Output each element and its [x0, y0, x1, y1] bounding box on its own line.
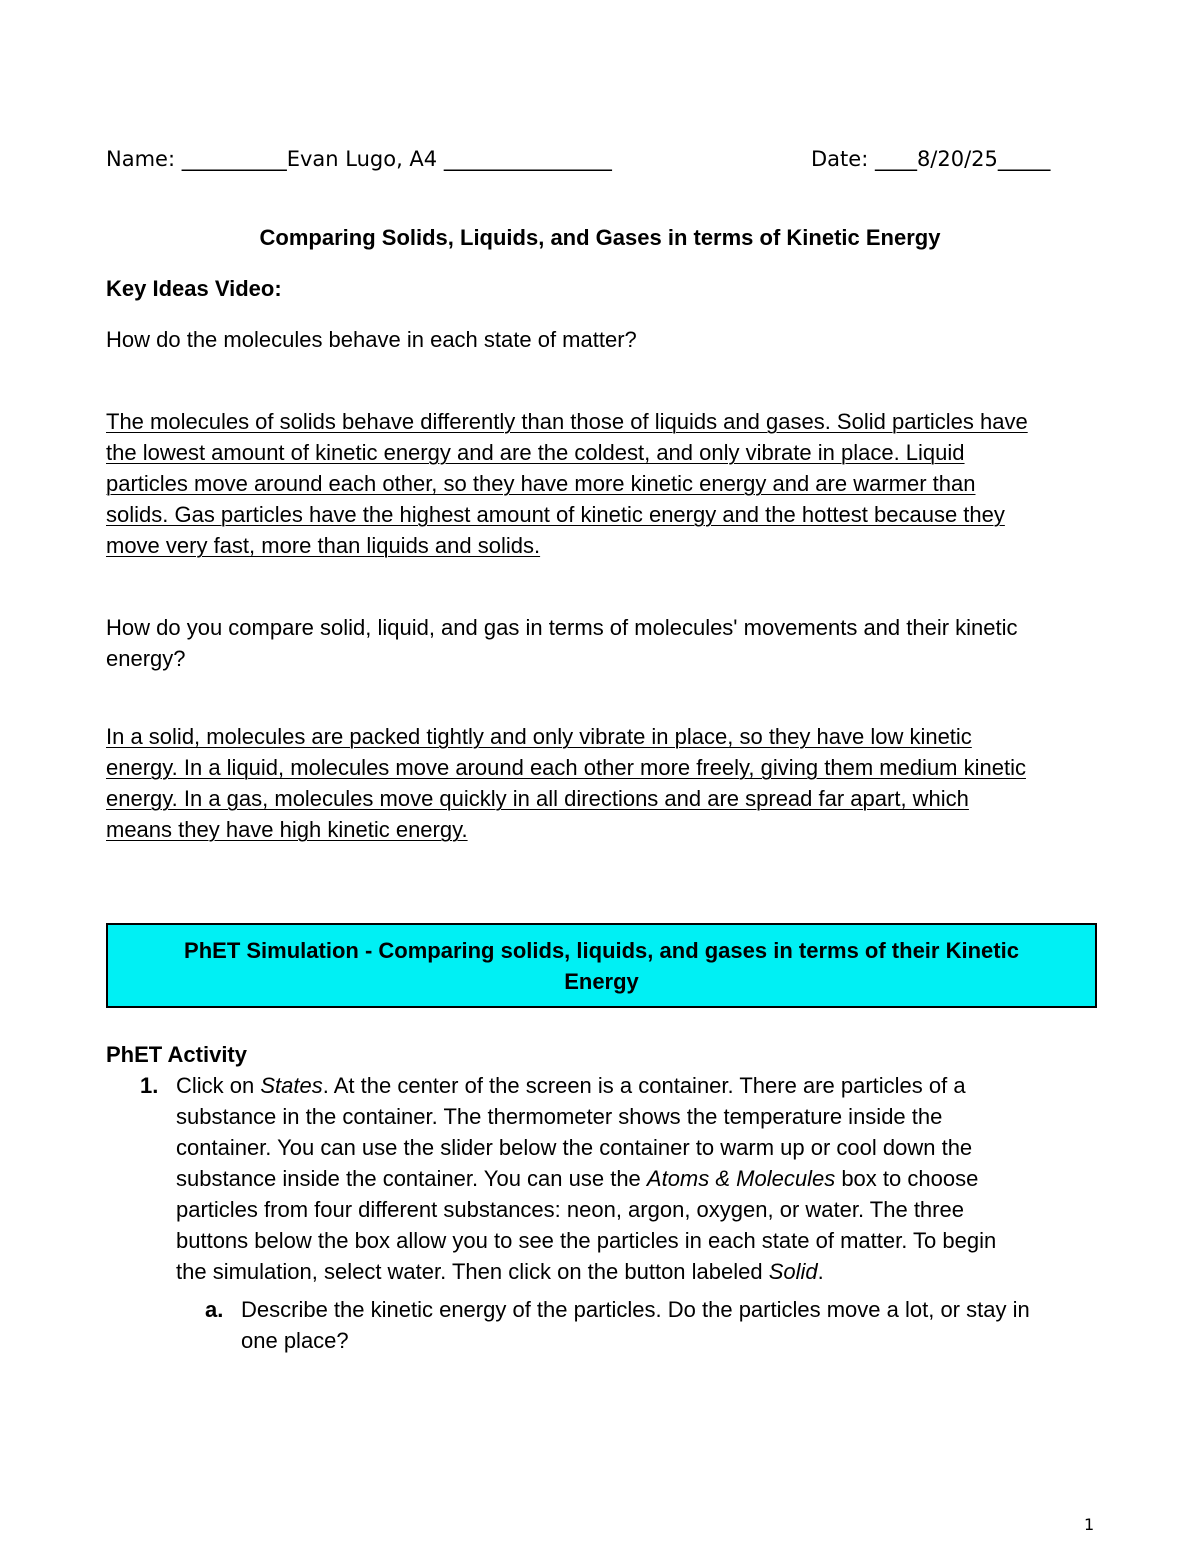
answer-2-line: energy. In a liquid, molecules move around each other more freely, giving them medium kinetic [106, 755, 1026, 780]
name-field: Name: __________Evan Lugo, A4 ________________ [106, 147, 612, 171]
item-1-text [176, 1070, 996, 1287]
question-1: How do the molecules behave in each state of matter? [106, 327, 637, 352]
page-title: Comparing Solids, Liquids, and Gases in terms of Kinetic Energy [259, 225, 941, 250]
answer-1-line: solids. Gas particles have the highest amount of kinetic energy and the hottest because they [106, 502, 1005, 527]
item-1-line: substance inside the container. You can use the Atoms & Molecules box to choose [176, 1166, 979, 1191]
item-1-line: container. You can use the slider below the container to warm up or cool down the [176, 1135, 973, 1160]
answer-1-line: move very fast, more than liquids and solids. [106, 533, 541, 558]
answer-1 [106, 406, 1106, 561]
item-1a-line: one place? [241, 1328, 349, 1353]
banner-line: Energy [564, 968, 639, 994]
item-1-line: particles from four different substances: neon, argon, oxygen, or water. The three [176, 1197, 964, 1222]
item-1-number: 1. [140, 1073, 159, 1098]
item-1a-text [241, 1294, 1030, 1356]
answer-2-line: energy. In a gas, molecules move quickly in all directions and are spread far apart, which [106, 786, 969, 811]
key-ideas-heading: Key Ideas Video: [106, 276, 282, 301]
page-number: 1 [1084, 1515, 1095, 1534]
banner-line: PhET Simulation - Comparing solids, liquids, and gases in terms of their Kinetic [184, 937, 1019, 963]
item-1a-letter: a. [205, 1297, 224, 1322]
answer-1-line: particles move around each other, so they have more kinetic energy and are warmer than [106, 471, 976, 496]
question-2-line: How do you compare solid, liquid, and gas in terms of molecules' movements and their kinetic [106, 615, 1018, 640]
item-1-line: the simulation, select water. Then click on the button labeled Solid. [176, 1259, 824, 1284]
item-1-line: substance in the container. The thermometer shows the temperature inside the [176, 1104, 943, 1129]
answer-2 [106, 721, 1106, 845]
phet-simulation-banner [106, 923, 1097, 1008]
item-1-line: Click on States. At the center of the screen is a container. There are particles of a [176, 1073, 966, 1098]
answer-2-line: means they have high kinetic energy. [106, 817, 468, 842]
item-1a-line: Describe the kinetic energy of the particles. Do the particles move a lot, or stay in [241, 1297, 1030, 1322]
activity-heading: PhET Activity [106, 1042, 247, 1067]
date-field: Date: ____8/20/25_____ [811, 147, 1051, 171]
answer-2-line: In a solid, molecules are packed tightly and only vibrate in place, so they have low kinetic [106, 724, 972, 749]
answer-1-line: The molecules of solids behave differently than those of liquids and gases. Solid particles have [106, 409, 1028, 434]
answer-1-line: the lowest amount of kinetic energy and are the coldest, and only vibrate in place. Liquid [106, 440, 965, 465]
question-2-line: energy? [106, 646, 186, 671]
item-1-line: buttons below the box allow you to see the particles in each state of matter. To begin [176, 1228, 997, 1253]
question-2 [106, 612, 1106, 674]
